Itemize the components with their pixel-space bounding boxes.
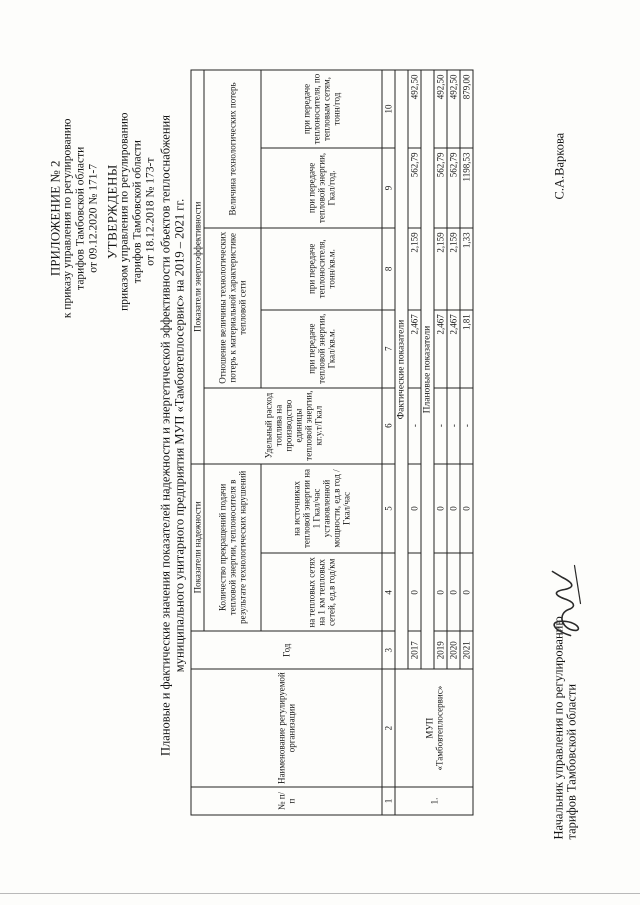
networks-cell: 0 <box>460 553 473 631</box>
organization-name <box>395 669 473 787</box>
sources-cell: 0 <box>408 463 421 553</box>
table-header-row <box>191 70 204 815</box>
loss-carrier-cell: 879,00 <box>460 70 473 148</box>
ratio-carrier-cell: 1,33 <box>460 227 473 309</box>
loss-carrier-cell: 492,50 <box>447 70 460 148</box>
header-cell-number: № п/п <box>191 787 382 815</box>
column-number: 10 <box>382 70 395 148</box>
organization-name-line: МУП <box>423 717 434 739</box>
appendix-line: к приказу управления по регулированию <box>61 118 73 318</box>
column-number: 6 <box>382 387 395 463</box>
fuel-cell: - <box>408 387 421 463</box>
column-number: 2 <box>382 669 395 787</box>
column-number: 8 <box>382 227 395 309</box>
year-cell: 2019 <box>434 631 447 669</box>
section-plan: Плановые показатели <box>421 70 434 669</box>
signer-position <box>552 616 578 839</box>
header-cell-losses: Величина технологических потерь <box>204 70 261 228</box>
ratio-carrier-cell: 2,159 <box>408 227 421 309</box>
table-row <box>395 70 408 815</box>
networks-cell: 0 <box>434 553 447 631</box>
column-number: 4 <box>382 553 395 631</box>
header-cell-sources: на источниках тепловой энергии на 1 Гкал/час установленной мощности, ед.в год /Гкал/час <box>261 463 382 553</box>
column-number: 3 <box>382 631 395 669</box>
organization-name-line: «Тамбовтеплосервис» <box>433 685 444 770</box>
sources-cell: 0 <box>447 463 460 553</box>
loss-carrier-cell: 492,50 <box>408 70 421 148</box>
year-cell: 2020 <box>447 631 460 669</box>
loss-heat-cell: 562,79 <box>408 148 421 228</box>
ratio-carrier-cell: 2,159 <box>447 227 460 309</box>
loss-heat-cell: 1198,53 <box>460 148 473 228</box>
loss-heat-cell: 562,79 <box>434 148 447 228</box>
handwritten-signature <box>540 553 590 643</box>
header-cell-ratio: Отношение величины технологических потерь к материальной характеристике тепловой сети <box>204 227 261 387</box>
column-number: 7 <box>382 309 395 387</box>
fuel-cell: - <box>447 387 460 463</box>
ratio-heat-cell: 2,467 <box>408 309 421 387</box>
signer-name: С.А.Варкова <box>552 132 566 199</box>
header-cell-networks: на тепловых сетях на 1 км тепловых сетей, ед.в год/км <box>261 553 382 631</box>
fuel-cell: - <box>460 387 473 463</box>
approval-title: УТВЕРЖДЕНЫ <box>104 163 119 259</box>
appendix-line: тарифов Тамбовской области <box>74 146 86 290</box>
loss-heat-cell: 562,79 <box>447 148 460 228</box>
header-cell-outages: Количество прекращений подачи тепловой энергии, теплоносителя в результате технологических нарушений <box>204 463 261 631</box>
section-actual: Фактические показатели <box>395 70 408 669</box>
ratio-carrier-cell: 2,159 <box>434 227 447 309</box>
header-cell-fuel: Удельный расход топлива на производство единицы тепловой энергии, кг.у.т/Гкал <box>204 387 382 463</box>
appendix-block <box>48 118 100 318</box>
heading-line: муниципального унитарного предприятия МУП «Тамбовтеплосервис» на 2019 – 2021 гг. <box>172 198 186 672</box>
ratio-heat-cell: 2,467 <box>447 309 460 387</box>
column-number: 5 <box>382 463 395 553</box>
approval-line: приказом управления по регулированию <box>118 112 130 311</box>
approval-block <box>105 112 157 310</box>
fuel-cell: - <box>434 387 447 463</box>
ratio-heat-cell: 2,467 <box>434 309 447 387</box>
header-cell-year: Год <box>191 631 382 669</box>
column-number-row <box>382 70 395 815</box>
header-cell-ratio-carrier: при передаче теплоносителя, тонн/кв.м. <box>261 227 382 309</box>
sources-cell: 0 <box>460 463 473 553</box>
row-number: 1. <box>395 787 473 815</box>
approval-order-number: от 18.12.2018 № 173-т <box>144 157 156 266</box>
document-heading <box>158 55 186 815</box>
loss-carrier-cell: 492,50 <box>434 70 447 148</box>
networks-cell: 0 <box>408 553 421 631</box>
indicators-table <box>190 69 473 815</box>
header-cell-loss-carrier: при передаче теплоносителя, по тепловым сетям, тонн/год <box>261 70 382 148</box>
appendix-title: ПРИЛОЖЕНИЕ № 2 <box>47 160 62 276</box>
header-group-reliability: Показатели надежности <box>191 463 204 631</box>
signer-position-line: Начальник управления по регулированию <box>551 615 565 839</box>
header-cell-ratio-heat: при передаче тепловой энергии, Гкал/кв.м. <box>261 309 382 387</box>
signer-position-line: тарифов Тамбовской области <box>564 683 578 839</box>
networks-cell: 0 <box>447 553 460 631</box>
year-cell: 2017 <box>408 631 421 669</box>
header-cell-loss-heat: при передаче тепловой энергии, Гкал/год. <box>261 148 382 228</box>
appendix-order-number: от 09.12.2020 № 171-7 <box>87 163 99 273</box>
approval-line: тарифов Тамбовской области <box>131 139 143 283</box>
column-number: 9 <box>382 148 395 228</box>
header-group-efficiency: Показатели энергоэффективности <box>191 70 204 464</box>
ratio-heat-cell: 1,81 <box>460 309 473 387</box>
heading-line: Плановые и фактические значения показателей надежности и энергетической эффективности объектов теплоснабжения <box>158 114 172 756</box>
sources-cell: 0 <box>434 463 447 553</box>
year-cell: 2021 <box>460 631 473 669</box>
header-cell-organization: Наименование регулируемой организации <box>191 669 382 787</box>
column-number: 1 <box>382 787 395 815</box>
